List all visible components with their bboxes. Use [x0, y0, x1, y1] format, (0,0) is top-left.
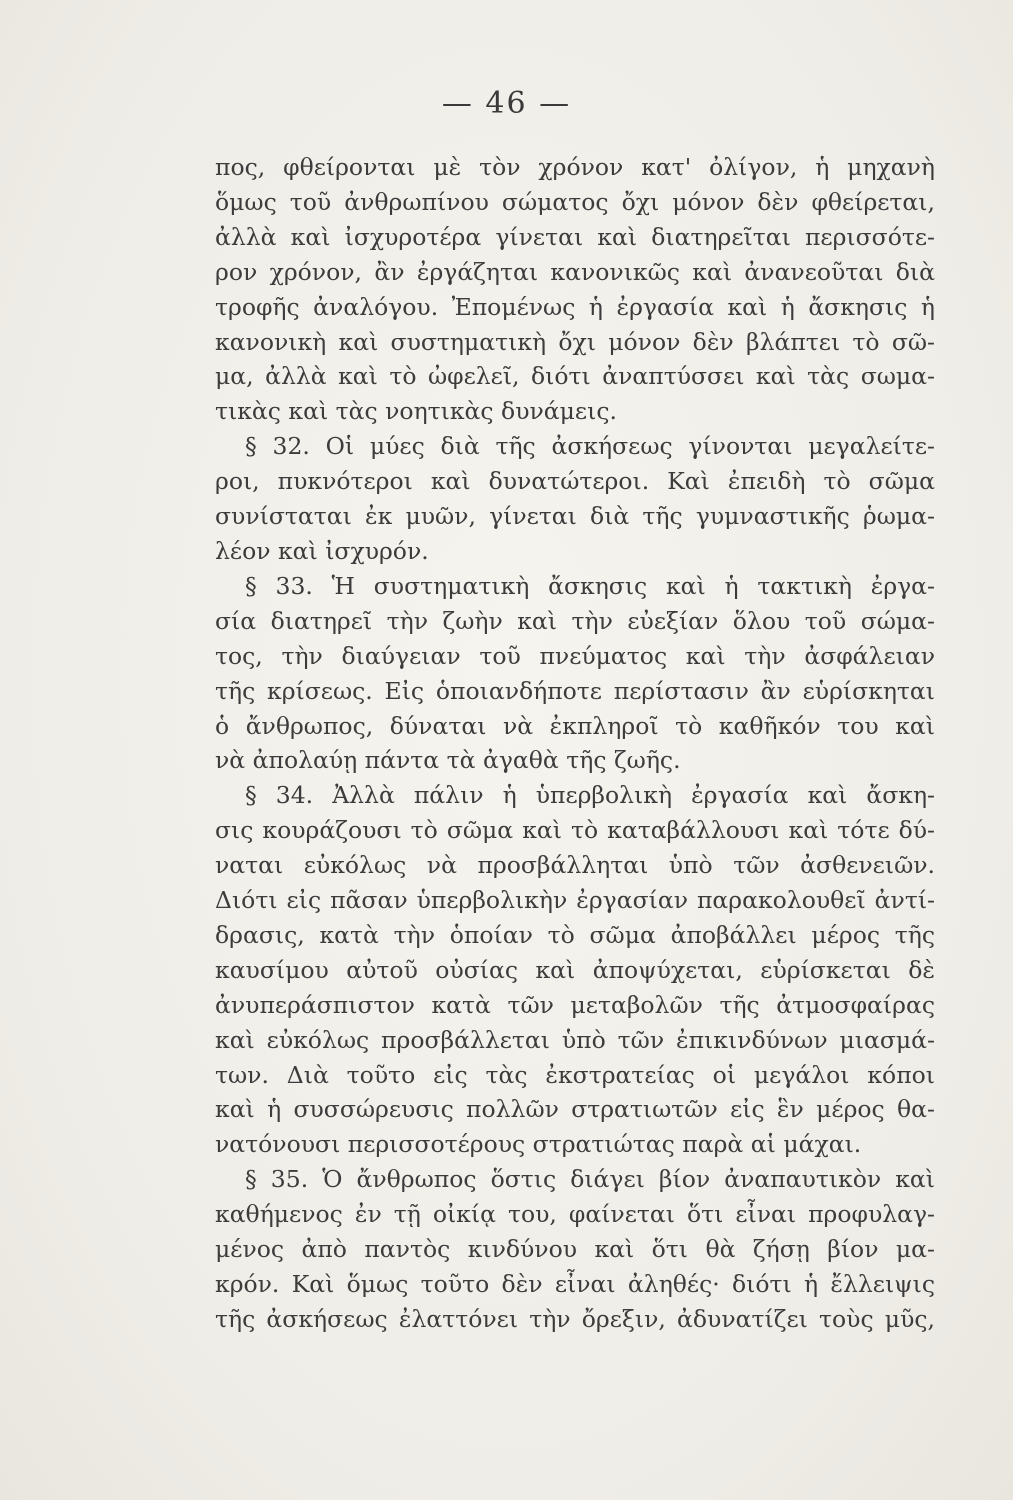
- text-line: τροφῆς ἀναλόγου. Ἐπομένως ἡ ἐργασία καὶ ἡ ἄσκησις ἡ: [215, 292, 935, 321]
- text-line: ὅμως τοῦ ἀνθρωπίνου σώματος ὄχι μόνον δὲν φθείρεται,: [215, 187, 935, 216]
- page-number: — 46 —: [441, 86, 572, 121]
- text-line: καυσίμου αὐτοῦ οὐσίας καὶ ἀποψύχεται, εὑρίσκεται δὲ: [215, 955, 935, 984]
- text-line: καθήμενος ἐν τῇ οἰκίᾳ του, φαίνεται ὅτι εἶναι προφυλαγ-: [215, 1200, 935, 1229]
- text-line: συνίσταται ἐκ μυῶν, γίνεται διὰ τῆς γυμναστικῆς ῥωμα-: [215, 502, 935, 531]
- text-line: ἀνυπεράσπιστον κατὰ τῶν μεταβολῶν τῆς ἀτμοσφαίρας: [215, 990, 935, 1019]
- text-line: καὶ εὐκόλως προσβάλλεται ὑπὸ τῶν ἐπικινδύνων μιασμά-: [215, 1025, 935, 1054]
- text-line: σία διατηρεῖ τὴν ζωὴν καὶ τὴν εὐεξίαν ὅλου τοῦ σώμα-: [215, 606, 935, 635]
- text-line: λέον καὶ ἰσχυρόν.: [215, 536, 429, 565]
- text-line: ρον χρόνον, ἂν ἐργάζηται κανονικῶς καὶ ἀνανεοῦται διὰ: [215, 257, 935, 286]
- text-line: μα, ἀλλὰ καὶ τὸ ὠφελεῖ, διότι ἀναπτύσσει καὶ τὰς σωμα-: [215, 362, 935, 391]
- section-33-start: § 33. Ἡ συστηματικὴ ἄσκησις καὶ ἡ τακτικὴ ἐργα-: [245, 571, 935, 600]
- text-line: νὰ ἀπολαύῃ πάντα τὰ ἀγαθὰ τῆς ζωῆς.: [215, 746, 681, 775]
- text-line: ροι, πυκνότεροι καὶ δυνατώτεροι. Καὶ ἐπειδὴ τὸ σῶμα: [215, 467, 935, 496]
- text-line: ἀλλὰ καὶ ἰσχυροτέρα γίνεται καὶ διατηρεῖται περισσότε-: [215, 222, 935, 251]
- text-line: μένος ἀπὸ παντὸς κινδύνου καὶ ὅτι θὰ ζήσῃ βίον μα-: [215, 1235, 935, 1264]
- text-line: των. Διὰ τοῦτο εἰς τὰς ἐκστρατείας οἱ μεγάλοι κόποι: [215, 1060, 935, 1089]
- text-line: τῆς κρίσεως. Εἰς ὁποιανδήποτε περίστασιν ἂν εὑρίσκηται: [215, 676, 935, 705]
- text-line: ὁ ἄνθρωπος, δύναται νὰ ἐκπληροῖ τὸ καθῆκόν του καὶ: [215, 711, 935, 740]
- text-line: Διότι εἰς πᾶσαν ὑπερβολικὴν ἐργασίαν παρακολουθεῖ ἀντί-: [215, 886, 935, 915]
- section-35-start: § 35. Ὁ ἄνθρωπος ὅστις διάγει βίον ἀναπαυτικὸν καὶ: [245, 1165, 935, 1194]
- text-line: πος, φθείρονται μὲ τὸν χρόνον κατ' ὀλίγον, ἡ μηχανὴ: [215, 153, 935, 181]
- text-line: καὶ ἡ συσσώρευσις πολλῶν στρατιωτῶν εἰς ἓν μέρος θα-: [215, 1095, 935, 1124]
- text-line: ναται εὐκόλως νὰ προσβάλληται ὑπὸ τῶν ἀσθενειῶν.: [215, 851, 935, 880]
- text-line: σις κουράζουσι τὸ σῶμα καὶ τὸ καταβάλλουσι καὶ τότε δύ-: [215, 816, 935, 845]
- text-line: νατόνουσι περισσοτέρους στρατιώτας παρὰ αἱ μάχαι.: [215, 1130, 862, 1159]
- section-32-start: § 32. Οἱ μύες διὰ τῆς ἀσκήσεως γίνονται μεγαλείτε-: [245, 432, 935, 461]
- section-34-start: § 34. Ἀλλὰ πάλιν ἡ ὑπερβολικὴ ἐργασία καὶ ἄσκη-: [245, 781, 935, 810]
- text-line: δρασις, κατὰ τὴν ὁποίαν τὸ σῶμα ἀποβάλλει μέρος τῆς: [215, 920, 935, 949]
- text-line: τος, τὴν διαύγειαν τοῦ πνεύματος καὶ τὴν ἀσφάλειαν: [215, 641, 935, 670]
- text-line: τικὰς καὶ τὰς νοητικὰς δυνάμεις.: [215, 397, 617, 426]
- text-line: τῆς ἀσκήσεως ἐλαττόνει τὴν ὄρεξιν, ἀδυνατίζει τοὺς μῦς,: [215, 1304, 935, 1333]
- text-line: κανονικὴ καὶ συστηματικὴ ὄχι μόνον δὲν βλάπτει τὸ σῶ-: [215, 327, 935, 356]
- text-line: κρόν. Καὶ ὅμως τοῦτο δὲν εἶναι ἀληθές· διότι ἡ ἔλλειψις: [215, 1270, 935, 1298]
- body-text: [215, 150, 935, 1337]
